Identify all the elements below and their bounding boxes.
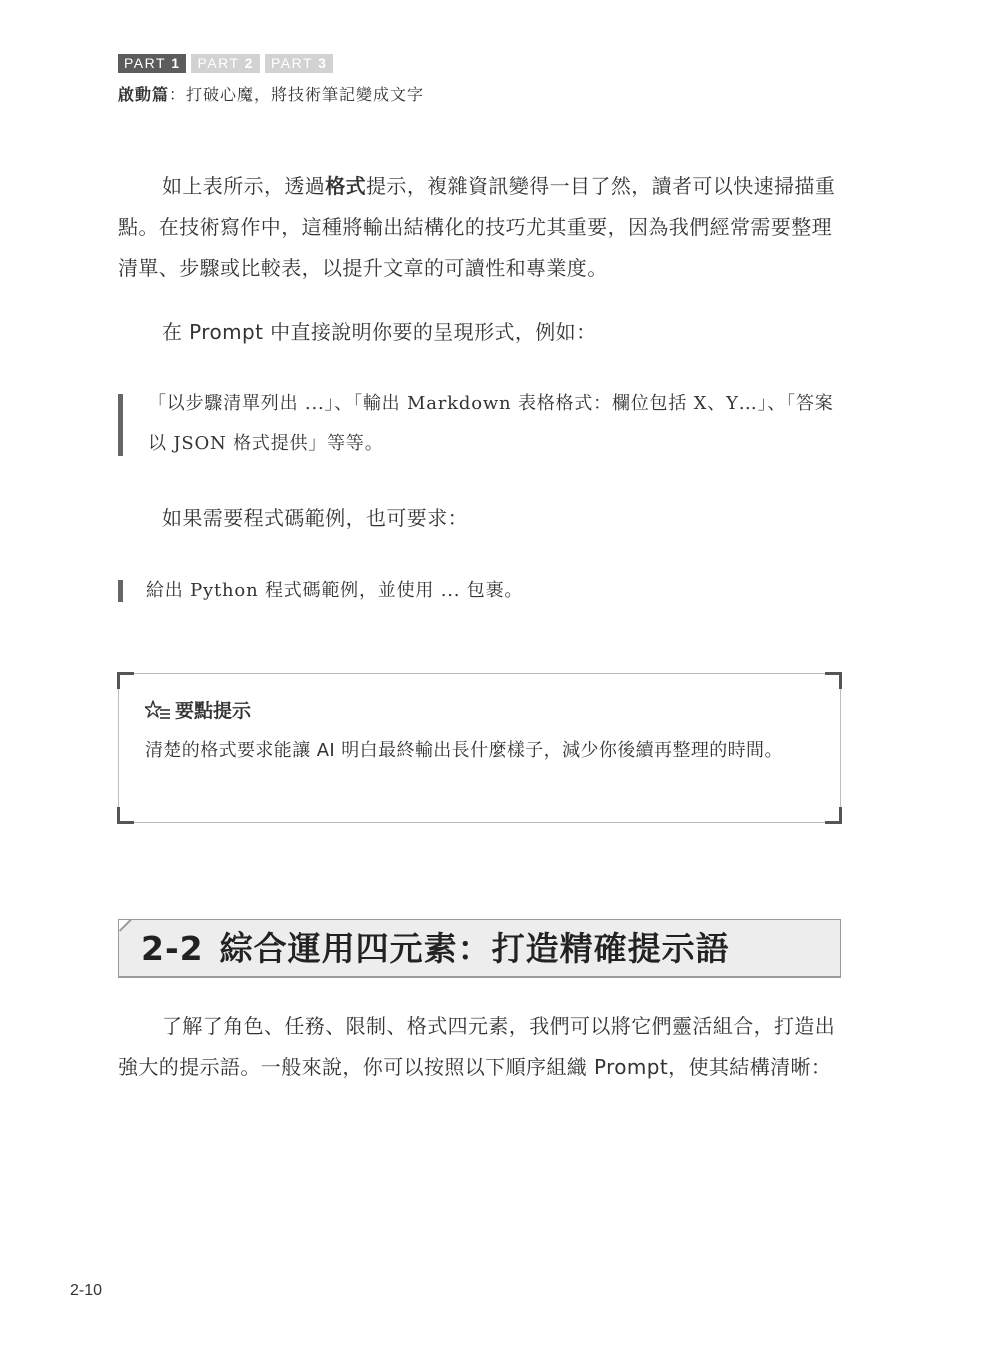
quote-bar — [118, 394, 123, 456]
running-header — [118, 82, 424, 105]
quote-python-example: 給出 Python 程式碼範例，並使用 ... 包裹。 — [146, 580, 524, 601]
section-number: 2-2 — [141, 929, 204, 968]
quote-bar — [118, 580, 123, 602]
section-heading — [118, 919, 841, 978]
part-tab-1: PART 1 — [118, 54, 186, 73]
part-tabs — [118, 54, 333, 73]
star-list-icon — [145, 699, 171, 721]
paragraph-code-example-lead: 如果需要程式碼範例，也可要求： — [162, 506, 468, 530]
paragraph-four-elements: 了解了角色、任務、限制、格式四元素，我們可以將它們靈活組合，打造出強大的提示語。一般來說，你可以按照以下順序組織 Prompt，使其結構清晰： — [118, 1014, 836, 1079]
section-title: 綜合運用四元素：打造精確提示語 — [219, 929, 730, 968]
part-tab-3: PART 3 — [265, 54, 333, 73]
page-number: 2-10 — [70, 1282, 103, 1299]
key-point-box — [118, 673, 841, 823]
quote-format-examples: 「以步驟清單列出 ...」、「輸出 Markdown 表格格式：欄位包括 X、Y…」、「答案以 JSON 格式提供」等等。 — [148, 393, 834, 454]
key-point-title: 要點提示 — [145, 696, 251, 723]
emphasis-format: 格式 — [325, 174, 367, 198]
key-point-text: 清楚的格式要求能讓 AI 明白最終輸出長什麼樣子，減少你後續再整理的時間。 — [145, 740, 783, 761]
paragraph-format-intro: 如上表所示，透過格式提示，複雜資訊變得一目了然，讀者可以快速掃描重點。在技術寫作中，這種將輸出結構化的技巧尤其重要，因為我們經常需要整理清單、步驟或比較表，以提升文章的可讀性和專業度。 — [118, 174, 836, 280]
running-header-subtitle: ：打破心魔，將技術筆記變成文字 — [169, 85, 425, 104]
paragraph-prompt-example-lead: 在 Prompt 中直接說明你要的呈現形式，例如： — [162, 320, 597, 344]
running-header-part-name: 啟動篇 — [118, 85, 170, 104]
part-tab-2: PART 2 — [191, 54, 259, 73]
